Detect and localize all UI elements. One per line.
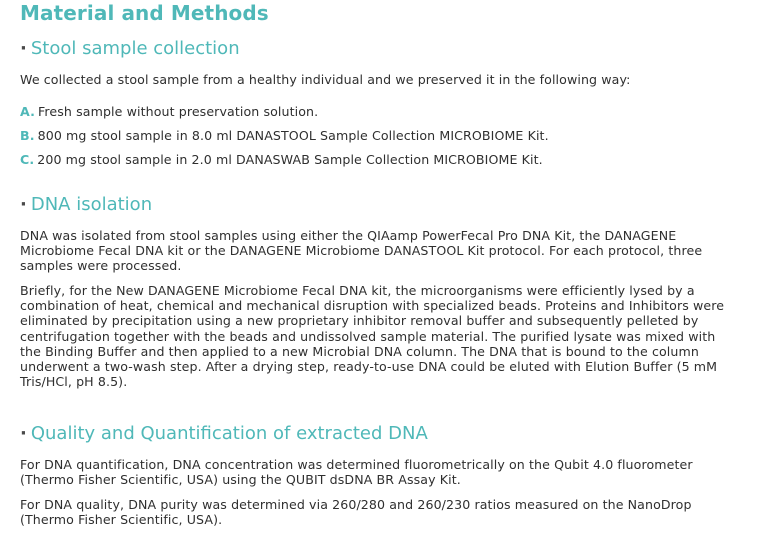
list-item-letter: B. <box>20 128 35 143</box>
list-item-letter: C. <box>20 152 35 167</box>
bullet: · <box>20 38 27 59</box>
stool-intro-paragraph: We collected a stool sample from a healthy individual and we preserved it in the following way: <box>20 72 631 87</box>
section-heading-dna-isolation <box>20 194 152 215</box>
bullet: · <box>20 194 27 215</box>
bullet: · <box>20 423 27 444</box>
dna-paragraph-2: Briefly, for the New DANAGENE Microbiome Fecal DNA kit, the microorganisms were efficiently lysed by a combination of heat, chemical and mechanical disruption with specialized beads. Proteins and Inhibitors were eliminated by precipitation using a new proprietary inhibitor removal buffer and subsequently pelleted by centrifugation together with the beads and undissolved sample material. The purified lysate was mixed with the Binding Buffer and then applied to a new Microbial DNA column. The DNA that is bound to the column underwent a two-wash step. After a drying step, ready-to-use DNA could be eluted with Elution Buffer (5 mM Tris/HCl, pH 8.5). <box>20 283 725 390</box>
list-item-text: 200 mg stool sample in 2.0 ml DANASWAB Sample Collection MICROBIOME Kit. <box>37 152 543 167</box>
page-title: Material and Methods <box>20 1 269 25</box>
list-item-text: Fresh sample without preservation solution. <box>37 104 319 119</box>
section-heading-text: Quality and Quantification of extracted DNA <box>30 423 428 444</box>
list-item <box>20 128 740 143</box>
list-item-text: 800 mg stool sample in 8.0 ml DANASTOOL Sample Collection MICROBIOME Kit. <box>37 128 549 143</box>
list-item <box>20 104 740 119</box>
list-item <box>20 152 740 167</box>
quality-paragraph-2: For DNA quality, DNA purity was determined via 260/280 and 260/230 ratios measured on the NanoDrop (Thermo Fisher Scientific, USA). <box>20 497 692 528</box>
section-heading-stool <box>20 38 240 59</box>
section-heading-quality <box>20 423 428 444</box>
dna-paragraph-1: DNA was isolated from stool samples using either the QIAamp PowerFecal Pro DNA Kit, the DANAGENE Microbiome Fecal DNA kit or the DANAGENE Microbiome DANASTOOL Kit protocol. For each protocol, three samples were processed. <box>20 228 703 274</box>
list-item-letter: A. <box>20 104 35 119</box>
quality-paragraph-1: For DNA quantification, DNA concentration was determined fluorometrically on the Qubit 4.0 fluorometer (Thermo Fisher Scientific, USA) using the QUBIT dsDNA BR Assay Kit. <box>20 457 693 488</box>
section-heading-text: DNA isolation <box>30 194 153 215</box>
section-heading-text: Stool sample collection <box>30 38 240 59</box>
